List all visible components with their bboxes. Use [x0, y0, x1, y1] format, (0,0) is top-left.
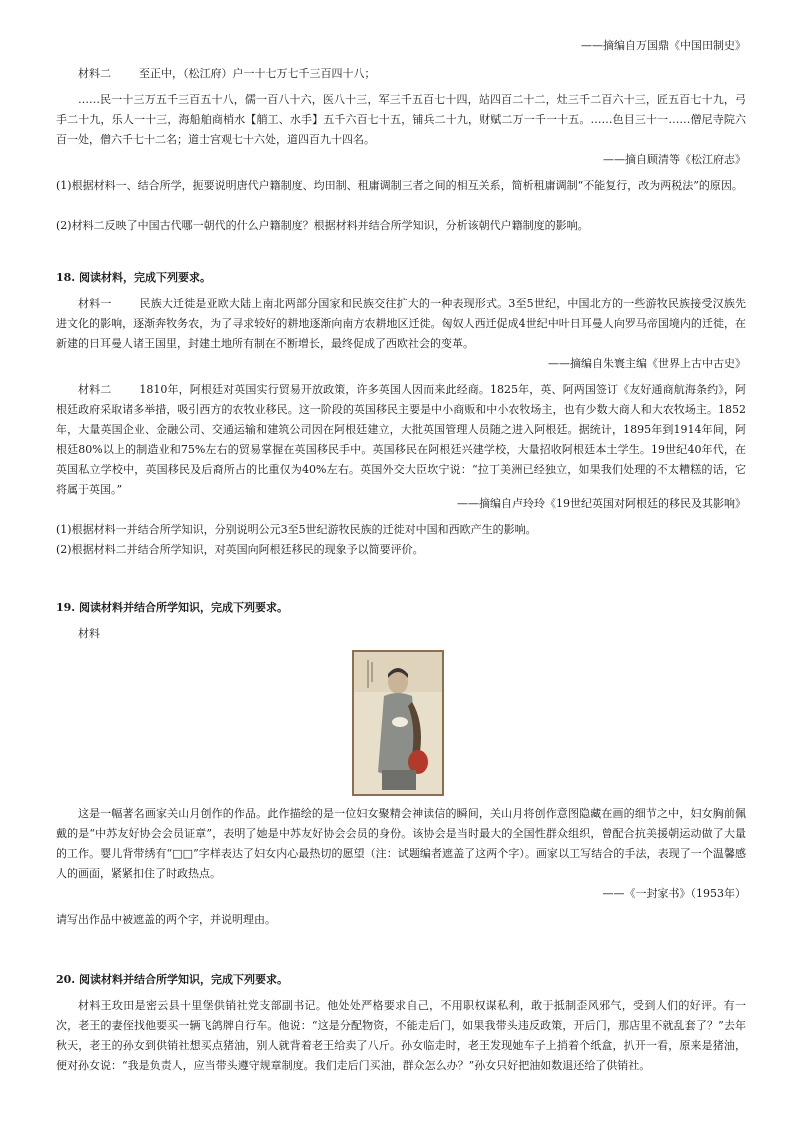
- question-item: (1)根据材料一并结合所学知识，分别说明公元3至5世纪游牧民族的迁徙对中国和西欧产生的影响。: [56, 523, 537, 536]
- source-citation: ——摘编自朱寰主编《世界上古中古史》: [548, 357, 746, 370]
- material-paragraph: ……民一十三万五千三百五十八，儒一百八十六，医八十三，军三千五百七十四，站四百二十二，灶三千二百六十三，匠五百七十九，弓手二十九，乐人一十三，海船舶商梢水【艄工、水手】五千六百七十五，铺兵二十九，财赋二万一千一十五。……色目三十一……僧尼寺院六百一处，僧六千七十二名；道士宫观七十六处，道四百九十四名。: [56, 93, 746, 146]
- source-citation: ——摘编自卢玲玲《19世纪英国对阿根廷的移民及其影响》: [457, 497, 746, 510]
- material-label: 材料二: [78, 67, 111, 80]
- question-item: 请写出作品中被遮盖的两个字，并说明理由。: [56, 913, 276, 926]
- question-heading: 20. 阅读材料并结合所学知识，完成下列要求。: [56, 973, 288, 986]
- source-citation: ——《一封家书》（1953年）: [602, 887, 746, 900]
- source-citation: ——摘编自万国鼎《中国田制史》: [581, 39, 746, 52]
- material-text: 至正中，（松江府）户一十七万七千三百四十八；: [139, 67, 376, 80]
- material-paragraph: [56, 64, 746, 84]
- painting-illustration: [354, 652, 442, 794]
- material-paragraph: 材料王玫田是密云县十里堡供销社党支部副书记。他处处严格要求自己，不用职权谋私利，敢于抵制歪风邪气，受到人们的好评。有一次，老王的妻侄找他要买一辆飞鸽牌自行车。他说：“这是分配物资，不能走后门，如果我带头违反政策，开后门，那店里不就乱套了？”去年秋天，老王的孙女到供销社想买点猪油，别人就背着老王给卖了八斤。孙女临走时，老王发现她车子上捎着个纸盒，扒开一看，原来是猪油，便对孙女说：“我是负责人，应当带头遵守规章制度。我们走后门买油，群众怎么办？”孙女只好把油如数退还给了供销社。: [56, 999, 746, 1072]
- material-text: 1810年，阿根廷对英国实行贸易开放政策，许多英国人因而来此经商。1825年，英、阿两国签订《友好通商航海条约》，阿根廷政府采取诸多举措，吸引西方的农牧业移民。这一阶段的英国移民主要是中小商贩和中小农牧场主，也有少数大商人和大农牧场主。1852年，大量英国企业、金融公司、交通运输和建筑公司因在阿根廷建立，大批英国管理人员随之进入阿根廷。据统计，1895年到1914年间，阿根廷80%以上的制造业和75%左右的贸易掌握在英国移民手中。英国移民在阿根廷兴建学校，大量招收阿根廷本土学生。19世纪40年代，在英国私立学校中，英国移民及后裔所占的比重仅为40%左右。英国外交大臣坎宁说：“拉丁美洲已经独立，如果我们处理的不太糟糕的话，它将属于英国。”: [56, 383, 746, 496]
- material-label: 材料一: [78, 297, 112, 310]
- source-citation: ——摘自顾清等《松江府志》: [603, 153, 746, 166]
- question-heading: 18. 阅读材料，完成下列要求。: [56, 271, 211, 284]
- question-item: (1)根据材料一、结合所学，扼要说明唐代户籍制度、均田制、租庸调制三者之间的相互关系，简析租庸调制“不能复行，改为两税法”的原因。: [56, 179, 743, 192]
- material-label: 材料: [78, 627, 100, 640]
- question-heading: 19. 阅读材料并结合所学知识，完成下列要求。: [56, 601, 288, 614]
- question-item: (2)材料二反映了中国古代哪一朝代的什么户籍制度？根据材料并结合所学知识，分析该朝代户籍制度的影响。: [56, 219, 589, 232]
- material-paragraph: [56, 380, 746, 500]
- question-item: (2)根据材料二并结合所学知识，对英国向阿根廷移民的现象予以简要评价。: [56, 543, 424, 556]
- material-label: 材料二: [78, 383, 112, 396]
- material-paragraph: [56, 294, 746, 354]
- painting-image: [352, 650, 444, 796]
- material-text: 民族大迁徙是亚欧大陆上南北两部分国家和民族交往扩大的一种表现形式。3至5世纪，中国北方的一些游牧民族接受汉族先进文化的影响，逐渐奔牧务农，为了寻求较好的耕地逐渐向南方农耕地区迁徙。匈奴人西迁促成4世纪中叶日耳曼人向罗马帝国境内的迁徙，在新建的日耳曼人诸王国里，封建土地所有制在不断增长，最终促成了西欧社会的变革。: [56, 297, 746, 350]
- material-paragraph: 这是一幅著名画家关山月创作的作品。此作描绘的是一位妇女聚精会神读信的瞬间，关山月将创作意图隐藏在画的细节之中，妇女胸前佩戴的是“中苏友好协会会员证章”，表明了她是中苏友好协会会员的身份。该协会是当时最大的全国性群众组织，曾配合抗美援朝运动做了大量的工作。婴儿背带绣有“□□”字样表达了妇女内心最热切的愿望（注：试题编者遮盖了这两个字）。画家以工写结合的手法，表现了一个温馨感人的画面，紧紧扣住了时政热点。: [56, 807, 746, 880]
